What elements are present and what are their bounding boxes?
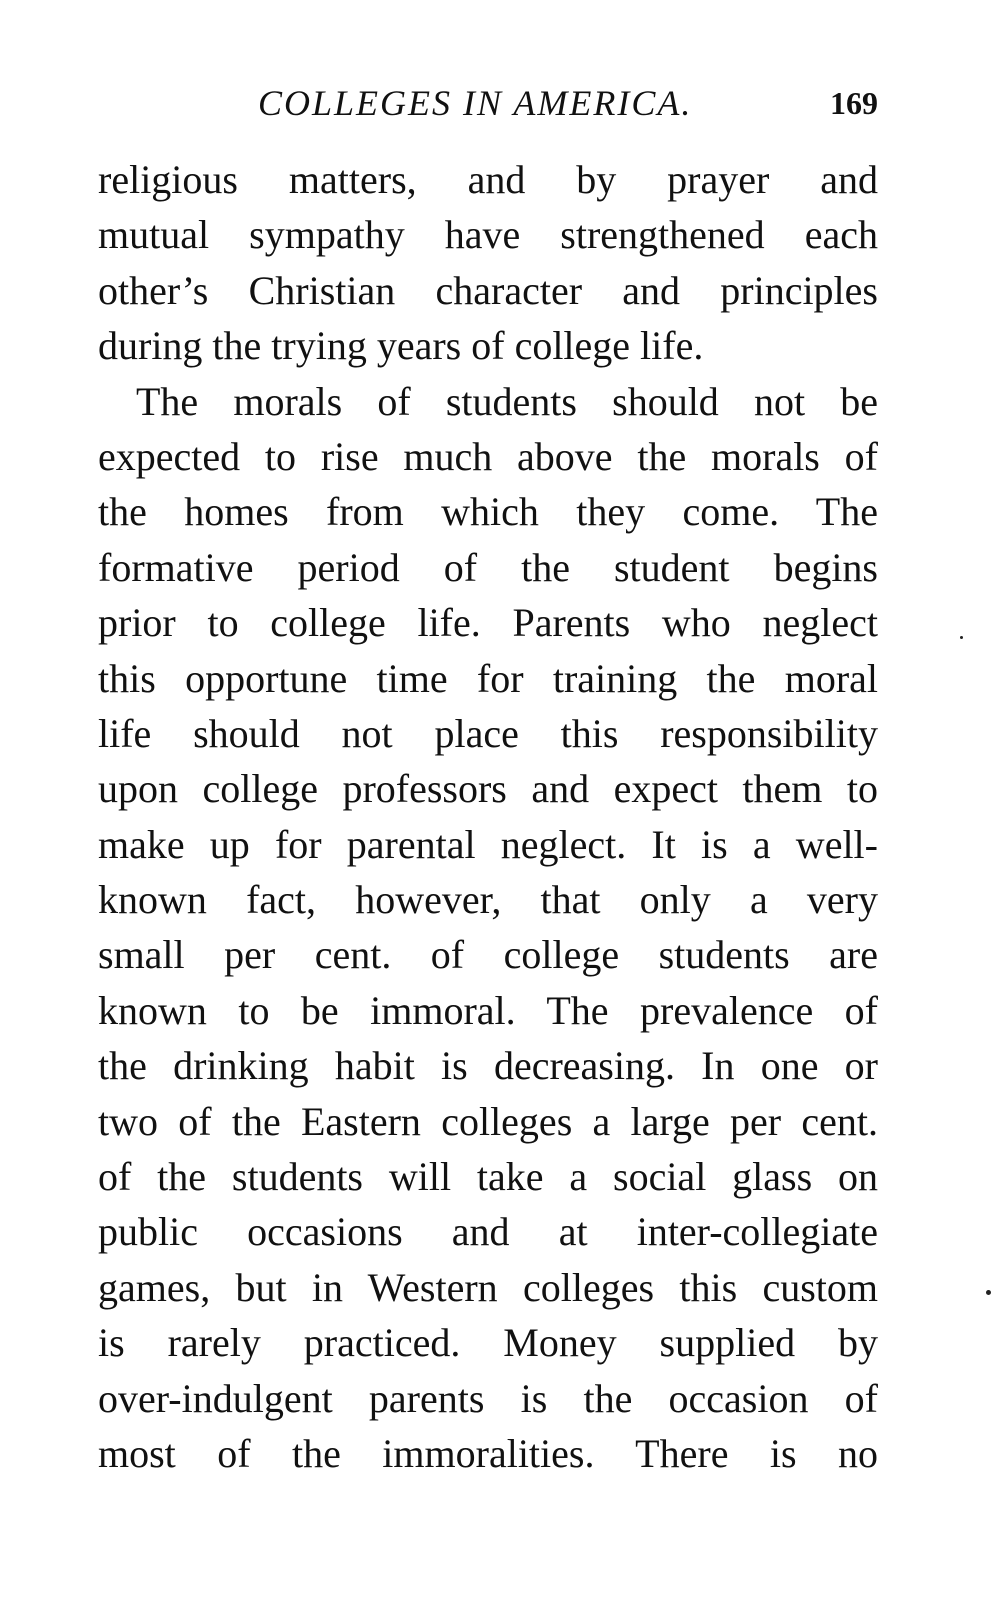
text-line: make up for parental neglect. It is a well- (98, 821, 878, 867)
text-line: prior to college life. Parents who neglect (98, 600, 878, 646)
text-line: upon college professors and expect them to (98, 766, 878, 812)
running-head (98, 78, 878, 128)
body-text (98, 152, 878, 1481)
text-line: over-indulgent parents is the occasion of (98, 1375, 878, 1421)
text-line: of the students will take a social glass on (98, 1154, 878, 1200)
text-line: small per cent. of college students are (98, 932, 878, 978)
scan-speck (986, 1290, 991, 1295)
running-title: COLLEGES IN AMERICA. (258, 83, 693, 123)
text-line: The morals of students should not be (136, 378, 878, 424)
paragraph-2 (98, 374, 878, 1482)
text-line: the homes from which they come. The (98, 489, 878, 535)
text-line: other’s Christian character and principles (98, 267, 878, 313)
text-line: during the trying years of college life. (98, 323, 704, 369)
text-line: religious matters, and by prayer and (98, 157, 878, 202)
text-line: games, but in Western colleges this custom (98, 1264, 878, 1310)
text-line: mutual sympathy have strengthened each (98, 212, 878, 258)
text-line: formative period of the student begins (98, 544, 878, 590)
text-line: known fact, however, that only a very (98, 877, 878, 923)
text-line: life should not place this responsibility (98, 710, 878, 756)
text-line: known to be immoral. The prevalence of (98, 987, 878, 1033)
text-line: public occasions and at inter-collegiate (98, 1209, 878, 1255)
text-line: the drinking habit is decreasing. In one or (98, 1043, 878, 1089)
scan-speck (960, 636, 963, 639)
text-line: most of the immoralities. There is no (98, 1430, 878, 1476)
paragraph-1 (98, 152, 878, 374)
text-line: expected to rise much above the morals of (98, 433, 878, 479)
text-line: is rarely practiced. Money supplied by (98, 1320, 878, 1366)
text-line: this opportune time for training the moral (98, 655, 878, 701)
text-line: two of the Eastern colleges a large per cent. (98, 1098, 878, 1144)
page-number: 169 (830, 85, 878, 121)
